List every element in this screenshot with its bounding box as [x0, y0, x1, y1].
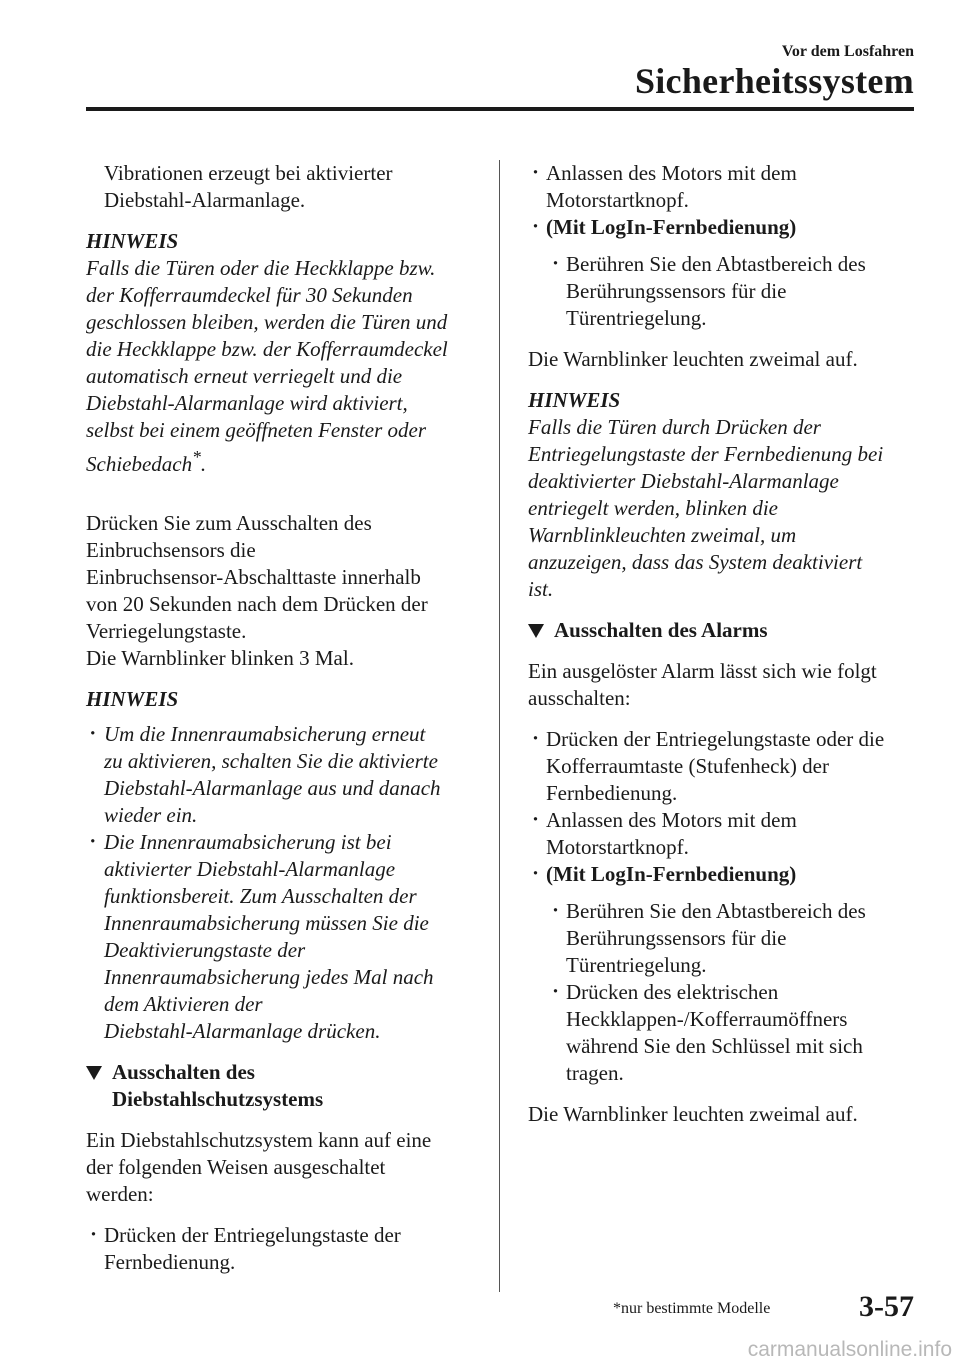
footnote: *nur bestimmte Modelle: [613, 1300, 771, 1317]
note-bullet: · Um die Innenraumabsicherung erneut zu aktivieren, schalten Sie die aktivierte Diebstahl-Alarmanlage aus und danach wieder ein.: [86, 721, 486, 829]
section-heading: Ausschalten des Alarms: [528, 617, 918, 644]
page-number: 3-57: [859, 1290, 914, 1323]
list-item: · Drücken der Entriegelungstaste der Fernbedienung.: [86, 1222, 486, 1276]
intro-paragraph: Vibrationen erzeugt bei aktivierter Diebstahl-Alarmanlage.: [104, 161, 393, 212]
body-paragraph: Ein Diebstahlschutzsystem kann auf eine der folgenden Weisen ausgeschaltet werden:: [86, 1128, 432, 1206]
page-title: Sicherheitssystem: [634, 61, 914, 101]
sub-list-item: · Drücken des elektrischen Heckklappen-/Kofferraumöffners während Sie den Schlüssel mit sich tragen.: [528, 979, 918, 1087]
watermark: carmanualsonline.info: [747, 1338, 952, 1361]
list-item: · Drücken der Entriegelungstaste oder die Kofferraumtaste (Stufenheck) der Fernbedienung.: [528, 726, 918, 807]
body-paragraph: Ein ausgelöster Alarm lässt sich wie folgt ausschalten:: [528, 659, 877, 710]
right-column: [528, 160, 918, 1128]
list-item: · Anlassen des Motors mit dem Motorstartknopf.: [528, 807, 918, 861]
body-paragraph: Die Warnblinker leuchten zweimal auf.: [528, 1102, 858, 1126]
note-text: Falls die Türen durch Drücken der Entriegelungstaste der Fernbedienung bei deaktivierter Diebstahl-Alarmanlage entriegelt werden, blinken die Warnblinkleuchten zweimal, um anzuzeigen, dass das System deaktiviert ist.: [528, 415, 884, 601]
list-item: · (Mit LogIn-Fernbedienung): [528, 861, 918, 888]
sub-list-item: · Berühren Sie den Abtastbereich des Berührungssensors für die Türentriegelung.: [528, 898, 918, 979]
header-rule: [86, 107, 914, 111]
triangle-icon: [86, 1066, 102, 1080]
footnote-star: *: [192, 447, 201, 467]
note-title: HINWEIS: [528, 388, 621, 412]
note-bullet: · Die Innenraumabsicherung ist bei aktivierter Diebstahl-Alarmanlage funktionsbereit. Zum Ausschalten der Innenraumabsicherung müssen Sie die Deaktivierungstaste der Innenraumabsicherung jedes Mal nach dem Aktivieren der Diebstahl-Alarmanlage drücken.: [86, 829, 486, 1045]
body-paragraph: Die Warnblinker leuchten zweimal auf.: [528, 347, 858, 371]
note-title: HINWEIS: [86, 687, 179, 711]
list-item: · Anlassen des Motors mit dem Motorstartknopf.: [528, 160, 918, 214]
chapter-label: Vor dem Losfahren: [781, 43, 914, 60]
list-item: · (Mit LogIn-Fernbedienung): [528, 214, 918, 241]
left-column: [86, 160, 486, 1276]
body-paragraph: Drücken Sie zum Ausschalten des Einbruchsensors die Einbruchsensor-Abschalttaste innerhalb von 20 Sekunden nach dem Drücken der Verriegelungstaste. Die Warnblinker blinken 3 Mal.: [86, 511, 428, 670]
section-heading: Ausschalten des Diebstahlschutzsystems: [86, 1059, 486, 1113]
note-title: HINWEIS: [86, 229, 179, 253]
triangle-icon: [528, 624, 544, 638]
sub-list-item: · Berühren Sie den Abtastbereich des Berührungssensors für die Türentriegelung.: [528, 251, 918, 332]
column-divider: [499, 160, 500, 1292]
note-text: Falls die Türen oder die Heckklappe bzw. der Kofferraumdeckel für 30 Sekunden geschlossen bleiben, werden die Türen und die Heckklappe bzw. der Kofferraumdeckel automatisch erneut verriegelt und die Diebstahl-Alarmanlage wird aktiviert, selbst bei einem geöffneten Fenster oder Schiebedach*.: [86, 256, 448, 476]
